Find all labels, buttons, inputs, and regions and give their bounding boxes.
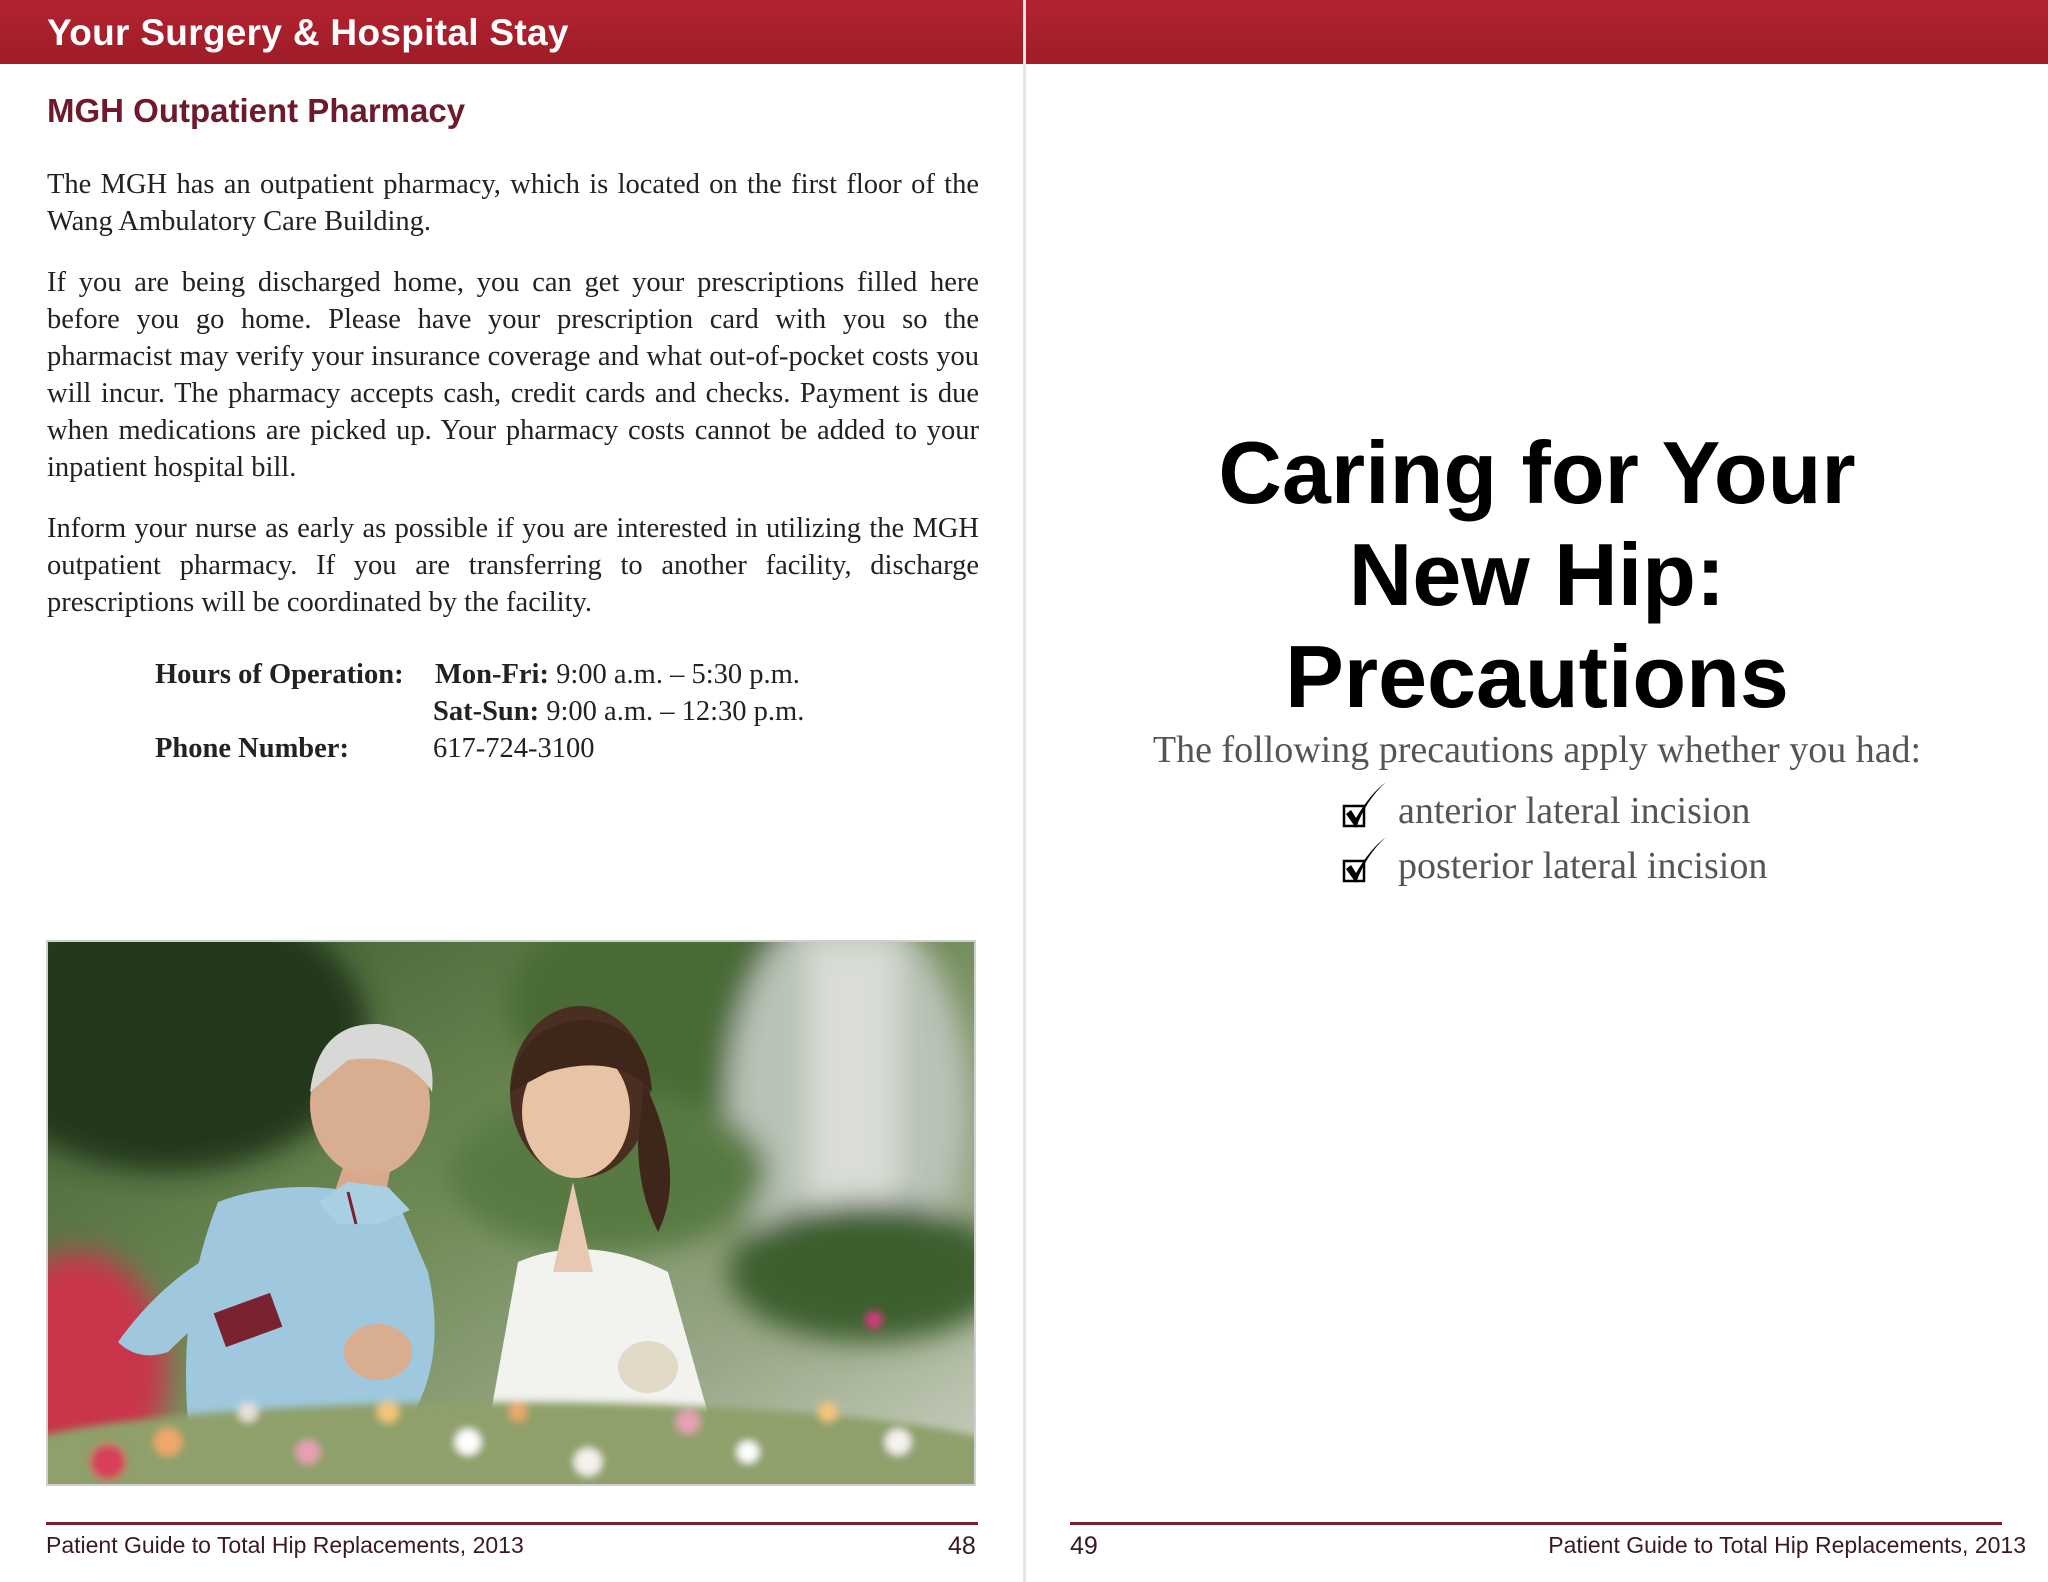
paragraph-discharge: If you are being discharged home, you can get your prescriptions filled here before you go home. Please have your prescription card with you so the pharmacist may verify your insurance coverage and what out-of-pocket costs you will incur. The pharmacy accepts cash, credit cards and checks. Payment is due when medications are picked up. Your pharmacy costs cannot be added to your inpatient hospital bill. [47,267,979,483]
hours-label: Hours of Operation: [155,659,404,690]
checklist-item-label: posterior lateral incision [1398,845,1768,887]
phone-label: Phone Number: [155,733,349,764]
page-number: 49 [1070,1532,1098,1560]
paragraph-location: The MGH has an outpatient pharmacy, which is located on the first floor of the Wang Ambulatory Care Building. [47,169,979,237]
weekend-label: Sat-Sun: [433,696,540,727]
checklist-item-label: anterior lateral incision [1398,790,1751,832]
weekday-label: Mon-Fri: [435,659,549,690]
checkbox-checked-icon [1340,835,1388,893]
pharmacy-heading: MGH Outpatient Pharmacy [47,92,466,129]
pharmacy-body [47,166,979,645]
page-48 [0,0,1023,1582]
weekend-time: 9:00 a.m. – 12:30 p.m. [546,696,805,727]
chapter-title-line-3: Precautions [1285,627,1789,726]
section-title: Your Surgery & Hospital Stay [47,12,569,53]
footer-rule [1070,1522,2002,1525]
header-band [0,0,1023,64]
list-item [1316,835,1767,890]
checkbox-checked-icon [1340,780,1388,838]
header-band [1026,0,2048,64]
incision-checklist [1316,780,1767,890]
page-49 [1026,0,2048,1582]
footer-title: Patient Guide to Total Hip Replacements, 2013 [46,1532,524,1558]
footer-rule [46,1522,978,1525]
couple-gardening-illustration [48,942,974,1484]
couple-gardening-photo [46,940,976,1486]
chapter-title-line-1: Caring for Your [1218,423,1856,522]
footer-title: Patient Guide to Total Hip Replacements, 2013 [1548,1532,2026,1558]
phone-number: 617-724-3100 [433,733,595,764]
list-item [1316,780,1767,835]
paragraph-inform-nurse: Inform your nurse as early as possible if you are interested in utilizing the MGH outpatient pharmacy. If you are transferring to another facility, discharge prescriptions will be coordinated by the facility. [47,513,979,618]
page-number: 48 [948,1532,976,1560]
chapter-title-line-2: New Hip: [1348,525,1726,624]
weekday-time: 9:00 a.m. – 5:30 p.m. [556,659,800,690]
precautions-intro: The following precautions apply whether you had: [1152,729,1922,771]
chapter-title [1026,422,2048,728]
